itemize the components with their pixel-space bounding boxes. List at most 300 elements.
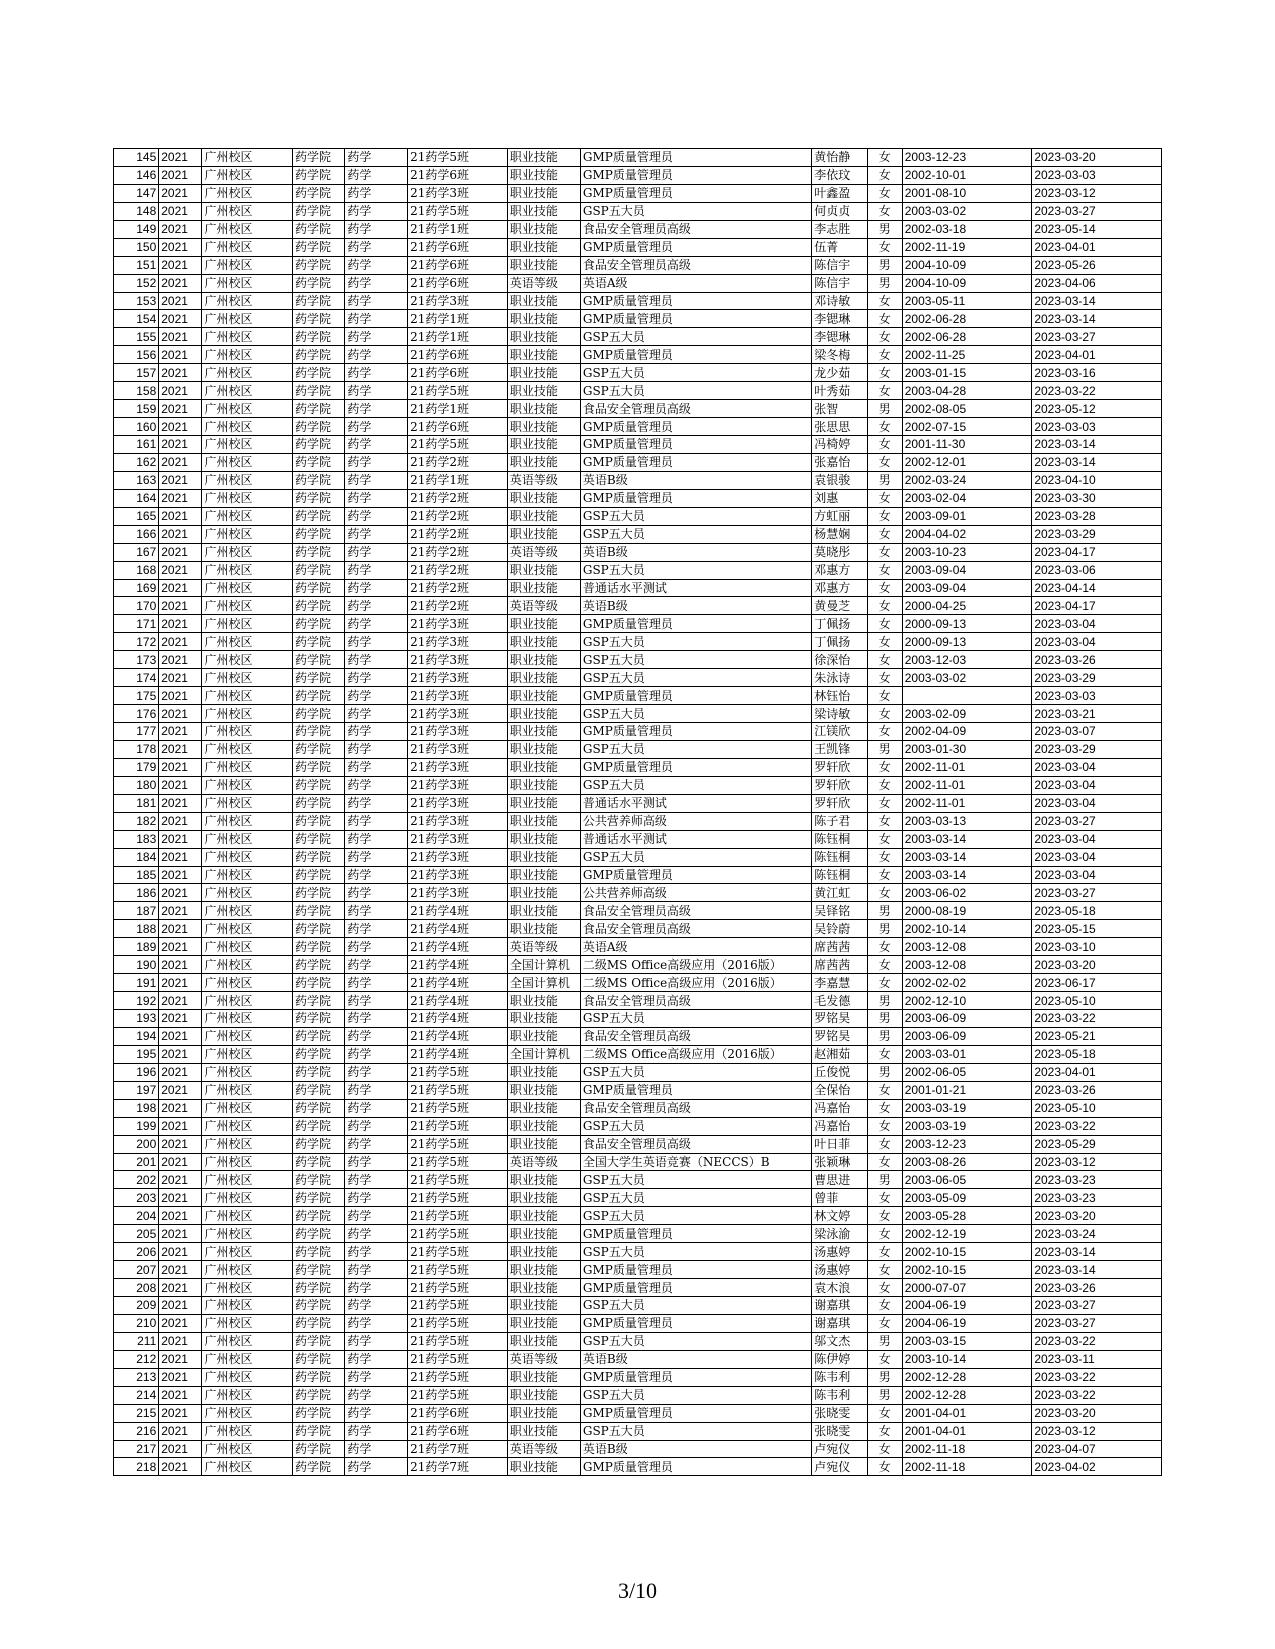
cell-category: 职业技能 xyxy=(507,561,580,579)
cell-certificate: 食品安全管理员高级 xyxy=(580,1027,811,1045)
cell-category: 职业技能 xyxy=(507,776,580,794)
table-row xyxy=(114,364,1162,382)
cell-exam-date: 2023-05-29 xyxy=(1032,1135,1162,1153)
cell-major: 药学 xyxy=(345,1063,408,1081)
cell-category: 职业技能 xyxy=(507,1063,580,1081)
cell-major: 药学 xyxy=(345,1153,408,1171)
cell-year: 2021 xyxy=(159,1189,202,1207)
table-row xyxy=(114,489,1162,507)
cell-year: 2021 xyxy=(159,1027,202,1045)
cell-row-number: 187 xyxy=(114,902,159,920)
cell-campus: 广州校区 xyxy=(202,184,293,202)
cell-exam-date: 2023-03-22 xyxy=(1032,382,1162,400)
cell-school: 药学院 xyxy=(292,453,344,471)
cell-school: 药学院 xyxy=(292,310,344,328)
cell-year: 2021 xyxy=(159,418,202,436)
cell-campus: 广州校区 xyxy=(202,776,293,794)
cell-category: 职业技能 xyxy=(507,866,580,884)
cell-birth-date: 2002-11-18 xyxy=(902,1458,1032,1476)
cell-birth-date: 2002-03-18 xyxy=(902,220,1032,238)
cell-certificate: 食品安全管理员高级 xyxy=(580,920,811,938)
cell-row-number: 164 xyxy=(114,489,159,507)
cell-class: 21药学6班 xyxy=(408,364,508,382)
cell-year: 2021 xyxy=(159,1171,202,1189)
cell-row-number: 212 xyxy=(114,1350,159,1368)
cell-certificate: GMP质量管理员 xyxy=(580,292,811,310)
cell-campus: 广州校区 xyxy=(202,1297,293,1315)
cell-certificate: GMP质量管理员 xyxy=(580,1261,811,1279)
cell-category: 职业技能 xyxy=(507,812,580,830)
cell-birth-date: 2002-12-19 xyxy=(902,1225,1032,1243)
cell-row-number: 173 xyxy=(114,651,159,669)
cell-student-name: 陈钰桐 xyxy=(812,830,868,848)
table-row xyxy=(114,992,1162,1010)
cell-category: 英语等级 xyxy=(507,1153,580,1171)
cell-gender: 女 xyxy=(867,238,902,256)
cell-school: 药学院 xyxy=(292,1027,344,1045)
cell-certificate: GSP五大员 xyxy=(580,633,811,651)
cell-student-name: 全保怡 xyxy=(812,1081,868,1099)
cell-category: 职业技能 xyxy=(507,830,580,848)
cell-gender: 女 xyxy=(867,346,902,364)
cell-class: 21药学2班 xyxy=(408,561,508,579)
cell-major: 药学 xyxy=(345,292,408,310)
cell-year: 2021 xyxy=(159,794,202,812)
cell-certificate: GMP质量管理员 xyxy=(580,615,811,633)
cell-exam-date: 2023-03-27 xyxy=(1032,1314,1162,1332)
cell-certificate: 食品安全管理员高级 xyxy=(580,1135,811,1153)
cell-student-name: 陈子君 xyxy=(812,812,868,830)
cell-category: 职业技能 xyxy=(507,400,580,418)
cell-year: 2021 xyxy=(159,364,202,382)
cell-major: 药学 xyxy=(345,758,408,776)
cell-major: 药学 xyxy=(345,220,408,238)
cell-class: 21药学5班 xyxy=(408,149,508,167)
cell-year: 2021 xyxy=(159,992,202,1010)
cell-category: 职业技能 xyxy=(507,436,580,454)
cell-campus: 广州校区 xyxy=(202,418,293,436)
cell-student-name: 赵湘茹 xyxy=(812,1045,868,1063)
cell-major: 药学 xyxy=(345,1332,408,1350)
cell-certificate: GSP五大员 xyxy=(580,651,811,669)
cell-category: 职业技能 xyxy=(507,1027,580,1045)
cell-certificate: GSP五大员 xyxy=(580,328,811,346)
cell-certificate: GSP五大员 xyxy=(580,525,811,543)
cell-birth-date: 2003-10-14 xyxy=(902,1350,1032,1368)
cell-campus: 广州校区 xyxy=(202,256,293,274)
cell-category: 职业技能 xyxy=(507,1368,580,1386)
cell-class: 21药学5班 xyxy=(408,1081,508,1099)
cell-exam-date: 2023-03-14 xyxy=(1032,292,1162,310)
cell-row-number: 199 xyxy=(114,1117,159,1135)
table-row xyxy=(114,1314,1162,1332)
cell-school: 药学院 xyxy=(292,1368,344,1386)
cell-category: 职业技能 xyxy=(507,992,580,1010)
cell-gender: 女 xyxy=(867,974,902,992)
cell-campus: 广州校区 xyxy=(202,202,293,220)
cell-school: 药学院 xyxy=(292,561,344,579)
cell-class: 21药学3班 xyxy=(408,723,508,741)
cell-gender: 女 xyxy=(867,184,902,202)
cell-major: 药学 xyxy=(345,149,408,167)
cell-major: 药学 xyxy=(345,974,408,992)
cell-class: 21药学2班 xyxy=(408,507,508,525)
cell-gender: 女 xyxy=(867,310,902,328)
table-row xyxy=(114,956,1162,974)
cell-certificate: GMP质量管理员 xyxy=(580,723,811,741)
cell-class: 21药学4班 xyxy=(408,902,508,920)
cell-school: 药学院 xyxy=(292,740,344,758)
cell-class: 21药学3班 xyxy=(408,848,508,866)
cell-exam-date: 2023-03-29 xyxy=(1032,740,1162,758)
cell-gender: 男 xyxy=(867,1010,902,1028)
cell-exam-date: 2023-03-20 xyxy=(1032,1404,1162,1422)
cell-row-number: 198 xyxy=(114,1099,159,1117)
cell-row-number: 200 xyxy=(114,1135,159,1153)
cell-campus: 广州校区 xyxy=(202,1010,293,1028)
cell-student-name: 席茜茜 xyxy=(812,956,868,974)
cell-school: 药学院 xyxy=(292,812,344,830)
cell-exam-date: 2023-04-06 xyxy=(1032,274,1162,292)
cell-exam-date: 2023-03-20 xyxy=(1032,956,1162,974)
cell-campus: 广州校区 xyxy=(202,507,293,525)
cell-campus: 广州校区 xyxy=(202,453,293,471)
cell-year: 2021 xyxy=(159,184,202,202)
cell-row-number: 197 xyxy=(114,1081,159,1099)
cell-student-name: 黄怡静 xyxy=(812,149,868,167)
cell-gender: 女 xyxy=(867,328,902,346)
cell-category: 职业技能 xyxy=(507,149,580,167)
cell-school: 药学院 xyxy=(292,1297,344,1315)
cell-year: 2021 xyxy=(159,848,202,866)
cell-class: 21药学6班 xyxy=(408,1404,508,1422)
table-row xyxy=(114,1045,1162,1063)
cell-student-name: 卢宛仪 xyxy=(812,1440,868,1458)
cell-birth-date: 2003-01-15 xyxy=(902,364,1032,382)
cell-campus: 广州校区 xyxy=(202,651,293,669)
cell-birth-date: 2003-09-01 xyxy=(902,507,1032,525)
cell-campus: 广州校区 xyxy=(202,1332,293,1350)
cell-row-number: 182 xyxy=(114,812,159,830)
table-row xyxy=(114,723,1162,741)
cell-exam-date: 2023-03-27 xyxy=(1032,202,1162,220)
cell-class: 21药学3班 xyxy=(408,705,508,723)
cell-school: 药学院 xyxy=(292,202,344,220)
cell-certificate: GSP五大员 xyxy=(580,561,811,579)
cell-school: 药学院 xyxy=(292,633,344,651)
cell-major: 药学 xyxy=(345,1081,408,1099)
table-row xyxy=(114,382,1162,400)
cell-student-name: 吴铃蔚 xyxy=(812,920,868,938)
cell-student-name: 叶秀茹 xyxy=(812,382,868,400)
cell-certificate: 英语B级 xyxy=(580,1440,811,1458)
cell-gender: 女 xyxy=(867,292,902,310)
cell-student-name: 李依玟 xyxy=(812,166,868,184)
cell-certificate: GMP质量管理员 xyxy=(580,1279,811,1297)
table-row xyxy=(114,884,1162,902)
cell-birth-date: 2002-03-24 xyxy=(902,471,1032,489)
cell-row-number: 150 xyxy=(114,238,159,256)
cell-category: 职业技能 xyxy=(507,346,580,364)
table-row xyxy=(114,687,1162,705)
cell-student-name: 张颖琳 xyxy=(812,1153,868,1171)
cell-gender: 女 xyxy=(867,1458,902,1476)
cell-year: 2021 xyxy=(159,561,202,579)
cell-certificate: 公共营养师高级 xyxy=(580,812,811,830)
cell-certificate: GSP五大员 xyxy=(580,1063,811,1081)
cell-row-number: 172 xyxy=(114,633,159,651)
cell-class: 21药学3班 xyxy=(408,794,508,812)
cell-school: 药学院 xyxy=(292,507,344,525)
table-row xyxy=(114,1297,1162,1315)
cell-category: 英语等级 xyxy=(507,1350,580,1368)
cell-campus: 广州校区 xyxy=(202,1045,293,1063)
cell-campus: 广州校区 xyxy=(202,884,293,902)
cell-year: 2021 xyxy=(159,1279,202,1297)
cell-class: 21药学3班 xyxy=(408,740,508,758)
cell-exam-date: 2023-03-26 xyxy=(1032,651,1162,669)
cell-row-number: 168 xyxy=(114,561,159,579)
cell-exam-date: 2023-03-27 xyxy=(1032,328,1162,346)
cell-row-number: 154 xyxy=(114,310,159,328)
cell-campus: 广州校区 xyxy=(202,740,293,758)
cell-row-number: 194 xyxy=(114,1027,159,1045)
cell-campus: 广州校区 xyxy=(202,956,293,974)
cell-school: 药学院 xyxy=(292,1135,344,1153)
cell-gender: 女 xyxy=(867,561,902,579)
cell-row-number: 177 xyxy=(114,723,159,741)
cell-major: 药学 xyxy=(345,830,408,848)
cell-class: 21药学3班 xyxy=(408,292,508,310)
cell-school: 药学院 xyxy=(292,956,344,974)
cell-certificate: 英语B级 xyxy=(580,471,811,489)
cell-class: 21药学5班 xyxy=(408,1135,508,1153)
cell-exam-date: 2023-03-03 xyxy=(1032,166,1162,184)
cell-student-name: 罗轩欣 xyxy=(812,758,868,776)
cell-certificate: GSP五大员 xyxy=(580,1189,811,1207)
cell-year: 2021 xyxy=(159,1297,202,1315)
cell-row-number: 180 xyxy=(114,776,159,794)
cell-category: 职业技能 xyxy=(507,489,580,507)
table-row xyxy=(114,830,1162,848)
cell-birth-date: 2003-04-28 xyxy=(902,382,1032,400)
cell-school: 药学院 xyxy=(292,149,344,167)
cell-class: 21药学3班 xyxy=(408,812,508,830)
cell-exam-date: 2023-03-16 xyxy=(1032,364,1162,382)
cell-campus: 广州校区 xyxy=(202,1243,293,1261)
cell-year: 2021 xyxy=(159,776,202,794)
cell-campus: 广州校区 xyxy=(202,166,293,184)
cell-year: 2021 xyxy=(159,525,202,543)
cell-birth-date: 2003-05-11 xyxy=(902,292,1032,310)
cell-class: 21药学4班 xyxy=(408,992,508,1010)
cell-class: 21药学5班 xyxy=(408,1189,508,1207)
cell-birth-date: 2003-06-09 xyxy=(902,1010,1032,1028)
cell-class: 21药学5班 xyxy=(408,382,508,400)
cell-student-name: 杨慧娴 xyxy=(812,525,868,543)
cell-year: 2021 xyxy=(159,220,202,238)
cell-student-name: 邬文杰 xyxy=(812,1332,868,1350)
cell-row-number: 155 xyxy=(114,328,159,346)
cell-campus: 广州校区 xyxy=(202,597,293,615)
cell-gender: 女 xyxy=(867,1404,902,1422)
cell-class: 21药学1班 xyxy=(408,328,508,346)
table-row xyxy=(114,579,1162,597)
cell-certificate: GSP五大员 xyxy=(580,1332,811,1350)
cell-major: 药学 xyxy=(345,561,408,579)
cell-birth-date: 2003-03-02 xyxy=(902,669,1032,687)
cell-school: 药学院 xyxy=(292,1153,344,1171)
cell-birth-date: 2003-12-23 xyxy=(902,149,1032,167)
cell-gender: 女 xyxy=(867,687,902,705)
cell-class: 21药学6班 xyxy=(408,418,508,436)
cell-year: 2021 xyxy=(159,292,202,310)
cell-birth-date: 2002-06-05 xyxy=(902,1063,1032,1081)
cell-gender: 女 xyxy=(867,525,902,543)
cell-birth-date: 2003-12-08 xyxy=(902,956,1032,974)
cell-exam-date: 2023-03-03 xyxy=(1032,687,1162,705)
cell-birth-date: 2002-12-28 xyxy=(902,1386,1032,1404)
cell-birth-date: 2003-02-04 xyxy=(902,489,1032,507)
table-row xyxy=(114,1010,1162,1028)
cell-exam-date: 2023-03-26 xyxy=(1032,1081,1162,1099)
cell-class: 21药学1班 xyxy=(408,310,508,328)
cell-exam-date: 2023-03-04 xyxy=(1032,794,1162,812)
cell-student-name: 李嘉慧 xyxy=(812,974,868,992)
cell-major: 药学 xyxy=(345,166,408,184)
cell-category: 职业技能 xyxy=(507,1081,580,1099)
cell-category: 英语等级 xyxy=(507,274,580,292)
table-body xyxy=(114,149,1162,1476)
cell-birth-date: 2003-03-15 xyxy=(902,1332,1032,1350)
cell-major: 药学 xyxy=(345,418,408,436)
cell-class: 21药学4班 xyxy=(408,1027,508,1045)
table-row xyxy=(114,166,1162,184)
cell-gender: 女 xyxy=(867,436,902,454)
table-row xyxy=(114,705,1162,723)
cell-class: 21药学5班 xyxy=(408,1386,508,1404)
cell-year: 2021 xyxy=(159,1207,202,1225)
cell-gender: 男 xyxy=(867,1171,902,1189)
cell-category: 职业技能 xyxy=(507,1279,580,1297)
table-row xyxy=(114,1225,1162,1243)
cell-campus: 广州校区 xyxy=(202,1099,293,1117)
cell-birth-date: 2001-08-10 xyxy=(902,184,1032,202)
cell-row-number: 145 xyxy=(114,149,159,167)
cell-campus: 广州校区 xyxy=(202,1153,293,1171)
cell-certificate: GSP五大员 xyxy=(580,1010,811,1028)
cell-gender: 女 xyxy=(867,1207,902,1225)
cell-student-name: 卢宛仪 xyxy=(812,1458,868,1476)
cell-row-number: 146 xyxy=(114,166,159,184)
table-row xyxy=(114,974,1162,992)
cell-category: 职业技能 xyxy=(507,1171,580,1189)
table-row xyxy=(114,328,1162,346)
cell-category: 职业技能 xyxy=(507,328,580,346)
cell-major: 药学 xyxy=(345,274,408,292)
cell-certificate: 食品安全管理员高级 xyxy=(580,220,811,238)
cell-campus: 广州校区 xyxy=(202,1027,293,1045)
cell-category: 职业技能 xyxy=(507,1261,580,1279)
table-row xyxy=(114,1422,1162,1440)
cell-exam-date: 2023-03-12 xyxy=(1032,1153,1162,1171)
cell-student-name: 席茜茜 xyxy=(812,938,868,956)
cell-exam-date: 2023-03-10 xyxy=(1032,938,1162,956)
cell-campus: 广州校区 xyxy=(202,1171,293,1189)
cell-year: 2021 xyxy=(159,651,202,669)
cell-gender: 女 xyxy=(867,1314,902,1332)
cell-exam-date: 2023-03-14 xyxy=(1032,1261,1162,1279)
cell-year: 2021 xyxy=(159,1440,202,1458)
cell-certificate: 普通话水平测试 xyxy=(580,794,811,812)
cell-birth-date: 2003-06-02 xyxy=(902,884,1032,902)
cell-student-name: 汤惠婷 xyxy=(812,1243,868,1261)
cell-exam-date: 2023-03-11 xyxy=(1032,1350,1162,1368)
cell-row-number: 157 xyxy=(114,364,159,382)
cell-school: 药学院 xyxy=(292,1081,344,1099)
cell-campus: 广州校区 xyxy=(202,1225,293,1243)
cell-class: 21药学1班 xyxy=(408,400,508,418)
cell-birth-date: 2000-09-13 xyxy=(902,633,1032,651)
cell-school: 药学院 xyxy=(292,400,344,418)
cell-category: 职业技能 xyxy=(507,687,580,705)
cell-year: 2021 xyxy=(159,453,202,471)
cell-birth-date: 2001-04-01 xyxy=(902,1422,1032,1440)
cell-school: 药学院 xyxy=(292,579,344,597)
cell-gender: 女 xyxy=(867,758,902,776)
cell-major: 药学 xyxy=(345,1404,408,1422)
cell-year: 2021 xyxy=(159,400,202,418)
cell-certificate: GSP五大员 xyxy=(580,1117,811,1135)
cell-birth-date: 2003-08-26 xyxy=(902,1153,1032,1171)
cell-school: 药学院 xyxy=(292,1099,344,1117)
cell-school: 药学院 xyxy=(292,1045,344,1063)
table-row xyxy=(114,436,1162,454)
cell-year: 2021 xyxy=(159,1153,202,1171)
cell-school: 药学院 xyxy=(292,418,344,436)
cell-campus: 广州校区 xyxy=(202,920,293,938)
cell-category: 英语等级 xyxy=(507,1440,580,1458)
table-row xyxy=(114,561,1162,579)
cell-year: 2021 xyxy=(159,310,202,328)
cell-class: 21药学5班 xyxy=(408,1099,508,1117)
table-row xyxy=(114,615,1162,633)
cell-student-name: 黄曼芝 xyxy=(812,597,868,615)
cell-student-name: 袁银骏 xyxy=(812,471,868,489)
table-row xyxy=(114,758,1162,776)
cell-row-number: 179 xyxy=(114,758,159,776)
cell-certificate: GMP质量管理员 xyxy=(580,866,811,884)
cell-gender: 女 xyxy=(867,848,902,866)
cell-campus: 广州校区 xyxy=(202,364,293,382)
cell-major: 药学 xyxy=(345,1440,408,1458)
cell-major: 药学 xyxy=(345,202,408,220)
cell-gender: 女 xyxy=(867,382,902,400)
cell-certificate: 公共营养师高级 xyxy=(580,884,811,902)
cell-campus: 广州校区 xyxy=(202,1458,293,1476)
cell-school: 药学院 xyxy=(292,1350,344,1368)
cell-campus: 广州校区 xyxy=(202,149,293,167)
cell-campus: 广州校区 xyxy=(202,1135,293,1153)
cell-year: 2021 xyxy=(159,1099,202,1117)
cell-major: 药学 xyxy=(345,740,408,758)
cell-birth-date: 2003-09-04 xyxy=(902,579,1032,597)
cell-birth-date: 2002-02-02 xyxy=(902,974,1032,992)
table-row xyxy=(114,1189,1162,1207)
cell-school: 药学院 xyxy=(292,1314,344,1332)
cell-category: 英语等级 xyxy=(507,543,580,561)
cell-certificate: GMP质量管理员 xyxy=(580,1368,811,1386)
